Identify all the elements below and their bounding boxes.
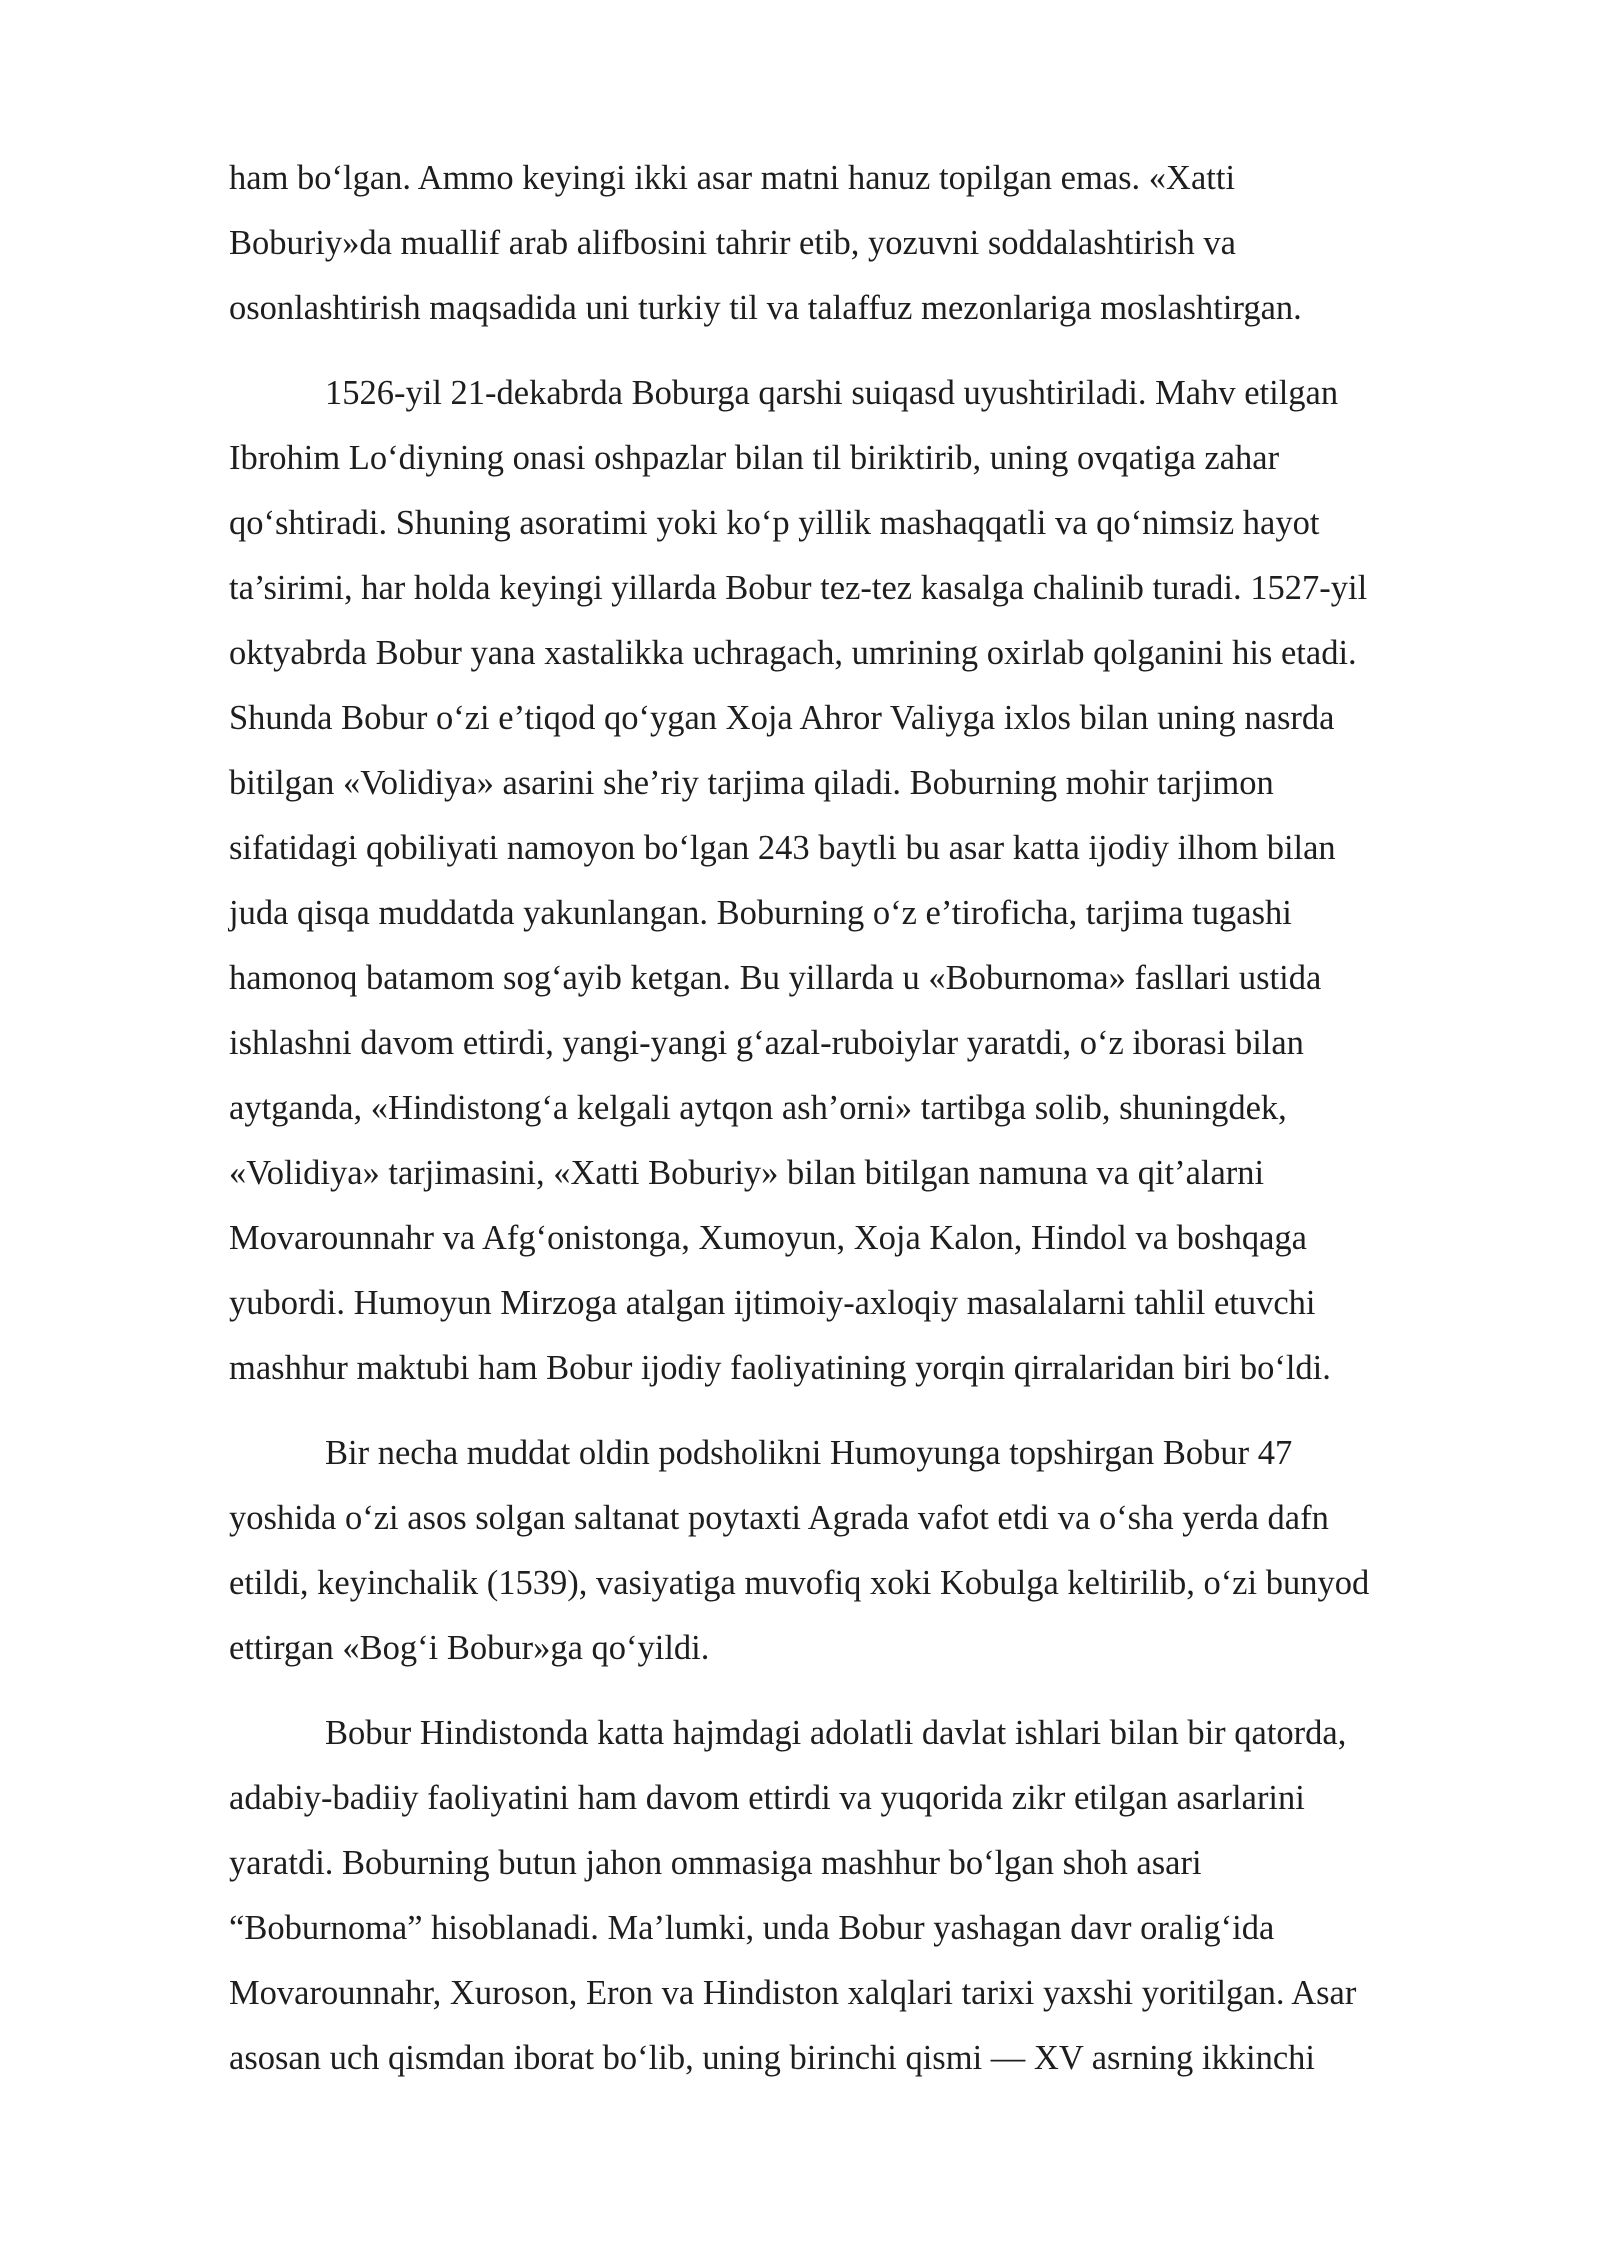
paragraph-2 [229,361,1479,1401]
text-line: etildi, keyinchalik (1539), vasiyatiga muvofiq xoki Kobulga keltirilib, o‘zi bunyod [229,1564,1370,1602]
text-line: osonlashtirish maqsadida uni turkiy til va talaffuz mezonlariga moslashtirgan. [229,289,1302,327]
text-line: Movarounnahr va Afg‘onistonga, Xumoyun, Xoja Kalon, Hindol va boshqaga [229,1219,1307,1257]
document-body [229,146,1479,2111]
text-line: bitilgan «Volidiya» asarini she’riy tarjima qiladi. Boburning mohir tarjimon [229,764,1274,802]
paragraph-1 [229,146,1479,341]
text-line: ettirgan «Bog‘i Bobur»ga qo‘yildi. [229,1629,710,1667]
text-line: “Boburnoma” hisoblanadi. Ma’lumki, unda Bobur yashagan davr oralig‘ida [229,1909,1275,1947]
paragraph-4 [229,1701,1479,2091]
text-line: asosan uch qismdan iborat bo‘lib, uning birinchi qismi — XV asrning ikkinchi [229,2039,1315,2077]
text-line: ishlashni davom ettirdi, yangi-yangi g‘azal-ruboiylar yaratdi, o‘z iborasi bilan [229,1024,1304,1062]
text-line: ta’sirimi, har holda keyingi yillarda Bobur tez-tez kasalga chalinib turadi. 1527-yil [229,569,1368,607]
text-line: Shunda Bobur o‘zi e’tiqod qo‘ygan Xoja Ahror Valiyga ixlos bilan uning nasrda [229,699,1335,737]
text-line: mashhur maktubi ham Bobur ijodiy faoliyatining yorqin qirralaridan biri bo‘ldi. [229,1349,1331,1387]
text-line: yaratdi. Boburning butun jahon ommasiga mashhur bo‘lgan shoh asari [229,1844,1202,1882]
text-line: oktyabrda Bobur yana xastalikka uchragach, umrining oxirlab qolganini his etadi. [229,634,1357,672]
text-line: yubordi. Humoyun Mirzoga atalgan ijtimoiy-axloqiy masalalarni tahlil etuvchi [229,1284,1316,1322]
text-line: Boburiy»da muallif arab alifbosini tahrir etib, yozuvni soddalashtirish va [229,224,1236,262]
text-line: aytganda, «Hindistong‘a kelgali aytqon ash’orni» tartibga solib, shuningdek, [229,1089,1287,1127]
text-line: qo‘shtiradi. Shuning asoratimi yoki ko‘p yillik mashaqqatli va qo‘nimsiz hayot [229,504,1320,542]
text-line: juda qisqa muddatda yakunlangan. Boburning o‘z e’tiroficha, tarjima tugashi [229,894,1292,932]
text-line: ham bo‘lgan. Ammo keyingi ikki asar matni hanuz topilgan emas. «Xatti [229,159,1236,197]
text-line: sifatidagi qobiliyati namoyon bo‘lgan 243 baytli bu asar katta ijodiy ilhom bilan [229,829,1336,867]
text-line: 1526-yil 21-dekabrda Boburga qarshi suiqasd uyushtiriladi. Mahv etilgan [325,374,1339,412]
text-line: Bobur Hindistonda katta hajmdagi adolatli davlat ishlari bilan bir qatorda, [325,1714,1347,1752]
text-line: Movarounnahr, Xuroson, Eron va Hindiston xalqlari tarixi yaxshi yoritilgan. Asar [229,1974,1357,2012]
text-line: adabiy-badiiy faoliyatini ham davom ettirdi va yuqorida zikr etilgan asarlarini [229,1779,1305,1817]
text-line: hamonoq batamom sog‘ayib ketgan. Bu yillarda u «Boburnoma» fasllari ustida [229,959,1322,997]
paragraph-3 [229,1421,1479,1681]
text-line: yoshida o‘zi asos solgan saltanat poytaxti Agrada vafot etdi va o‘sha yerda dafn [229,1499,1329,1537]
text-line: Ibrohim Lo‘diyning onasi oshpazlar bilan til biriktirib, uning ovqatiga zahar [229,439,1280,477]
text-line: «Volidiya» tarjimasini, «Xatti Boburiy» bilan bitilgan namuna va qit’alarni [229,1154,1265,1192]
text-line: Bir necha muddat oldin podsholikni Humoyunga topshirgan Bobur 47 [325,1434,1293,1472]
